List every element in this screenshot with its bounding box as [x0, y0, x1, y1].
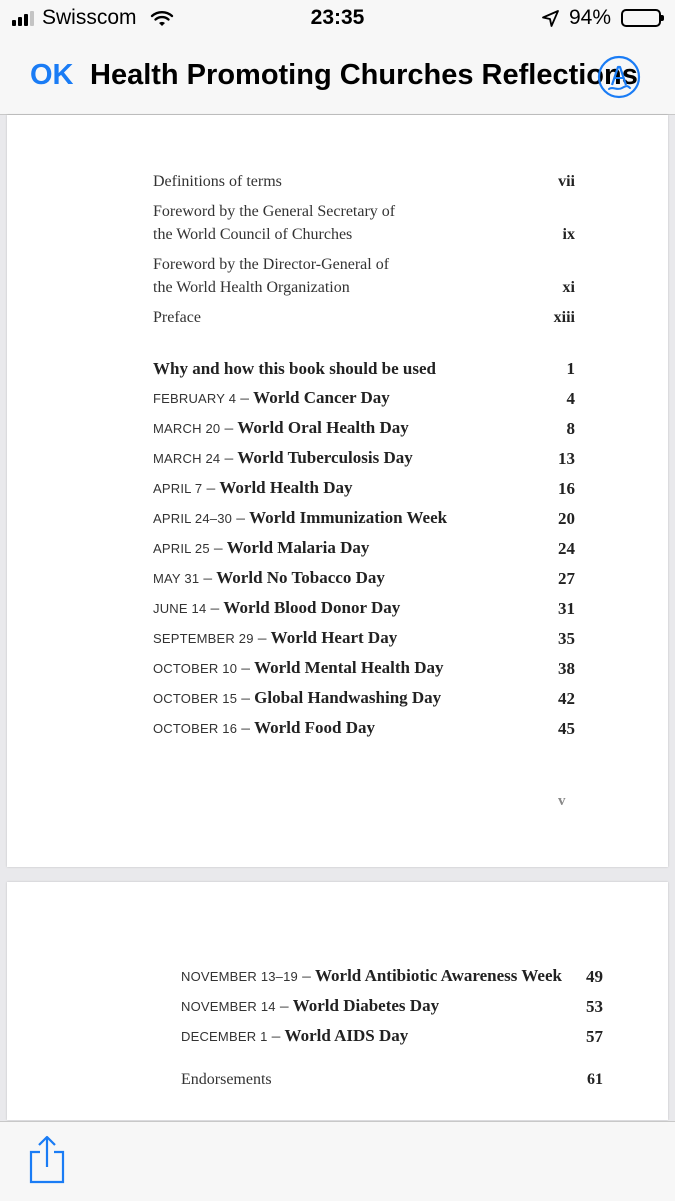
toc-page-number: 49	[586, 966, 603, 986]
toc-title: World AIDS Day	[284, 1026, 409, 1045]
toc-row	[153, 383, 575, 413]
bottom-toolbar	[0, 1121, 675, 1201]
toc-row	[153, 170, 575, 193]
toc-page-number: 57	[586, 1026, 603, 1046]
toc-separator: –	[220, 418, 238, 437]
toc-page-number: 24	[558, 538, 575, 558]
toc-date: DECEMBER 1	[181, 1029, 268, 1044]
battery-icon	[621, 9, 661, 27]
toc-page-number: 31	[558, 598, 575, 618]
toc-title: Global Handwashing Day	[254, 688, 442, 707]
toc-label	[153, 686, 441, 710]
toc-label	[181, 994, 439, 1018]
toc-separator: –	[202, 478, 220, 497]
toc-label	[153, 716, 375, 740]
share-button[interactable]	[27, 1134, 67, 1184]
toc-row	[153, 200, 575, 246]
page-number: v	[558, 793, 566, 809]
toc-title: World No Tobacco Day	[216, 568, 385, 587]
toc-title: World Antibiotic Awareness Week	[314, 966, 562, 985]
ok-button[interactable]: OK	[30, 59, 74, 91]
toc-date: MARCH 24	[153, 451, 221, 466]
toc-separator: –	[275, 996, 293, 1015]
toc-row	[153, 306, 575, 329]
toc-date: OCTOBER 10	[153, 661, 238, 676]
table-of-contents	[181, 961, 603, 1098]
toc-page-number: 16	[558, 478, 575, 498]
toc-separator: –	[236, 388, 254, 407]
toc-page-number: 45	[558, 718, 575, 738]
toc-date: OCTOBER 15	[153, 691, 238, 706]
toc-row	[181, 1021, 603, 1051]
toc-label	[153, 596, 400, 620]
toc-label	[181, 964, 562, 988]
toc-separator: –	[206, 598, 224, 617]
toc-page-number: 61	[587, 1071, 603, 1088]
toc-separator: –	[209, 538, 227, 557]
toc-label	[153, 656, 443, 680]
document-title: Health Promoting Churches Reflections	[90, 59, 638, 91]
toc-title: World Malaria Day	[226, 538, 370, 557]
location-arrow-icon	[542, 10, 559, 27]
toc-date: OCTOBER 16	[153, 721, 238, 736]
toc-row	[153, 623, 575, 653]
toc-label	[153, 626, 397, 650]
toc-label	[181, 1024, 408, 1048]
toc-title: World Oral Health Day	[237, 418, 409, 437]
toc-date: NOVEMBER 14	[181, 999, 276, 1014]
toc-row	[153, 563, 575, 593]
toc-date: APRIL 7	[153, 481, 203, 496]
table-of-contents	[153, 170, 575, 743]
toc-label	[153, 536, 369, 560]
toc-row	[153, 503, 575, 533]
battery-percentage: 94%	[568, 6, 611, 29]
pdf-page[interactable]	[7, 882, 668, 1120]
toc-row	[153, 533, 575, 563]
toc-date: NOVEMBER 13–19	[181, 969, 298, 984]
toc-row	[181, 961, 603, 991]
toc-label: Why and how this book should be used	[153, 358, 436, 378]
toc-page-number: 20	[558, 508, 575, 528]
toc-title: World Food Day	[254, 718, 376, 737]
toc-row	[181, 1068, 603, 1091]
toc-label: Foreword by the Director-General of the World Health Organization	[153, 256, 390, 296]
toc-date: MARCH 20	[153, 421, 221, 436]
markup-button[interactable]	[597, 55, 641, 99]
toc-label: Definitions of terms	[153, 173, 282, 190]
toc-separator: –	[297, 966, 315, 985]
toc-page-number: xi	[562, 279, 575, 296]
toc-label: Endorsements	[181, 1071, 272, 1088]
toc-date: FEBRUARY 4	[153, 391, 237, 406]
toc-page-number: 4	[566, 388, 575, 408]
toc-date: SEPTEMBER 29	[153, 631, 254, 646]
toc-row	[153, 353, 575, 383]
toc-page-number: 42	[558, 688, 575, 708]
toc-page-number: 27	[558, 568, 575, 588]
toc-label	[153, 506, 447, 530]
toc-date: MAY 31	[153, 571, 200, 586]
toc-label: Preface	[153, 309, 201, 326]
toc-page-number: 13	[558, 448, 575, 468]
toc-page-number: 1	[566, 358, 575, 378]
toc-row	[153, 683, 575, 713]
toc-date: APRIL 25	[153, 541, 210, 556]
toc-separator: –	[237, 658, 255, 677]
toc-label	[153, 566, 385, 590]
status-time: 23:35	[310, 6, 365, 29]
toc-title: World Immunization Week	[249, 508, 448, 527]
toc-separator: –	[220, 448, 238, 467]
toc-date: APRIL 24–30	[153, 511, 233, 526]
toc-page-number: xiii	[553, 309, 575, 326]
toc-page-number: 8	[566, 418, 575, 438]
toc-separator: –	[232, 508, 250, 527]
toc-row	[153, 253, 575, 299]
toc-row	[153, 653, 575, 683]
navigation-bar	[0, 40, 675, 115]
toc-page-number: 53	[586, 996, 603, 1016]
toc-label	[153, 416, 409, 440]
toc-title: World Tuberculosis Day	[237, 448, 413, 467]
toc-separator: –	[237, 718, 255, 737]
toc-date: JUNE 14	[153, 601, 207, 616]
carrier-name: Swisscom	[42, 6, 137, 29]
toc-row	[153, 473, 575, 503]
toc-title: World Health Day	[219, 478, 353, 497]
toc-separator: –	[267, 1026, 285, 1045]
toc-page-number: ix	[562, 226, 575, 243]
toc-page-number: vii	[558, 173, 575, 190]
status-bar	[0, 0, 675, 40]
toc-page-number: 35	[558, 628, 575, 648]
toc-title: World Cancer Day	[253, 388, 390, 407]
toc-row	[153, 713, 575, 743]
toc-title: World Heart Day	[270, 628, 398, 647]
toc-separator: –	[253, 628, 271, 647]
toc-row	[181, 991, 603, 1021]
toc-label: Foreword by the General Secretary of the World Council of Churches	[153, 203, 396, 243]
toc-separator: –	[199, 568, 217, 587]
toc-label	[153, 476, 353, 500]
toc-separator: –	[237, 688, 255, 707]
toc-row	[153, 443, 575, 473]
toc-title: World Diabetes Day	[292, 996, 440, 1015]
toc-label	[153, 386, 390, 410]
toc-label	[153, 446, 413, 470]
toc-row	[153, 413, 575, 443]
toc-title: World Mental Health Day	[254, 658, 444, 677]
toc-page-number: 38	[558, 658, 575, 678]
toc-row	[153, 593, 575, 623]
toc-title: World Blood Donor Day	[223, 598, 401, 617]
pdf-page[interactable]	[7, 115, 668, 867]
